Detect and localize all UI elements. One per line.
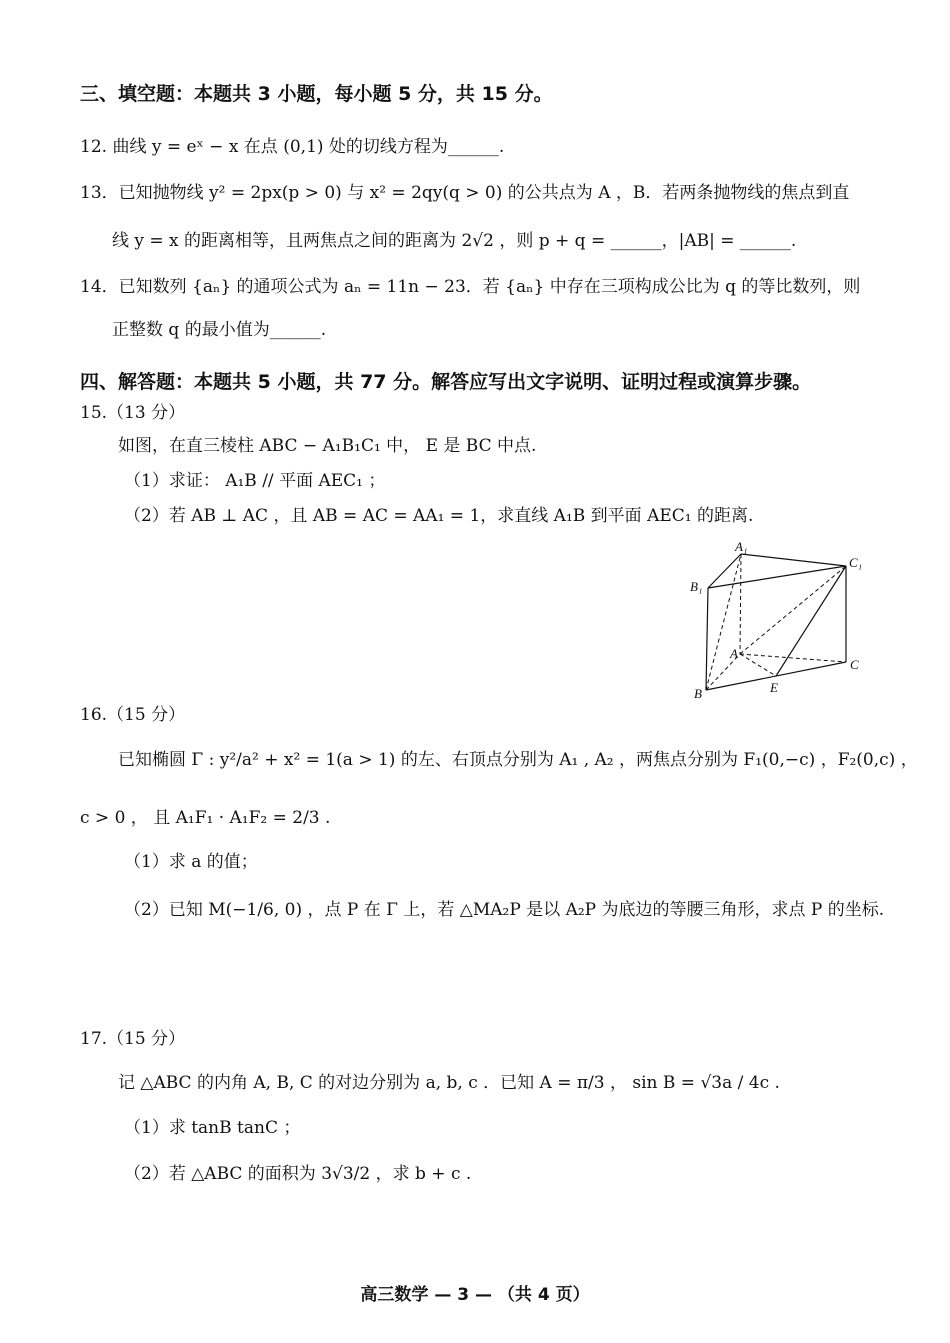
question-17-part2: （2）若 △ABC 的面积为 3√3/2 ，求 b + c . <box>124 1164 472 1184</box>
question-16-part1: （1）求 a 的值； <box>124 852 258 872</box>
label-e: E <box>770 680 778 695</box>
label-c1: C₁ <box>849 555 863 570</box>
question-15-stem: 如图，在直三棱柱 ABC − A₁B₁C₁ 中， E 是 BC 中点. <box>118 436 537 456</box>
question-14-line2: 正整数 q 的最小值为______. <box>112 320 327 340</box>
page-footer: 高三数学 — 3 — （共 4 页） <box>360 1285 590 1305</box>
question-17-part1: （1）求 tanB tanC ； <box>124 1118 301 1138</box>
label-a: A <box>730 646 738 661</box>
section3-heading: 三、填空题：本题共 3 小题，每小题 5 分，共 15 分。 <box>80 83 553 105</box>
question-16-stem-line2: c > 0 ， 且 A₁F₁ · A₁F₂ = 2/3 . <box>80 808 331 828</box>
question-14-line1: 14．已知数列 {aₙ} 的通项公式为 aₙ = 11n − 23．若 {aₙ} 中存在三项构成公比为 q 的等比数列，则 <box>80 277 861 297</box>
label-a1: A₁ <box>735 539 748 554</box>
question-17-stem: 记 △ABC 的内角 A, B, C 的对边分别为 a, b, c ．已知 A = π/3 ， sin B = √3a / 4c . <box>118 1073 780 1093</box>
label-c: C <box>850 657 859 672</box>
question-12: 12. 曲线 y = eˣ − x 在点 (0,1) 处的切线方程为______. <box>80 137 505 157</box>
label-b1: B₁ <box>690 579 703 594</box>
prism-figure <box>688 538 878 703</box>
question-13-line1: 13．已知抛物线 y² = 2px(p > 0) 与 x² = 2qy(q > 0) 的公共点为 A ，B．若两条抛物线的焦点到直 <box>80 183 850 203</box>
question-15-header: 15.（13 分） <box>80 403 186 423</box>
label-b: B <box>694 686 702 701</box>
question-15-part1: （1）求证： A₁B // 平面 AEC₁ ； <box>124 471 386 491</box>
question-16-header: 16.（15 分） <box>80 705 186 725</box>
question-16-part2: （2）已知 M(−1/6, 0) ，点 P 在 Γ 上，若 △MA₂P 是以 A₂P 为底边的等腰三角形，求点 P 的坐标. <box>124 900 885 920</box>
question-15-part2: （2）若 AB ⊥ AC ，且 AB = AC = AA₁ = 1，求直线 A₁B 到平面 AEC₁ 的距离. <box>124 506 754 526</box>
question-13-line2: 线 y = x 的距离相等，且两焦点之间的距离为 2√2 ，则 p + q = ______，|AB| = ______. <box>112 231 797 251</box>
question-16-stem-line1: 已知椭圆 Γ : y²/a² + x² = 1(a > 1) 的左、右顶点分别为 A₁ , A₂ ，两焦点分别为 F₁(0,−c) ，F₂(0,c) ， <box>118 750 918 770</box>
section4-heading: 四、解答题：本题共 5 小题，共 77 分。解答应写出文字说明、证明过程或演算步骤。 <box>80 371 812 393</box>
question-17-header: 17.（15 分） <box>80 1029 186 1049</box>
